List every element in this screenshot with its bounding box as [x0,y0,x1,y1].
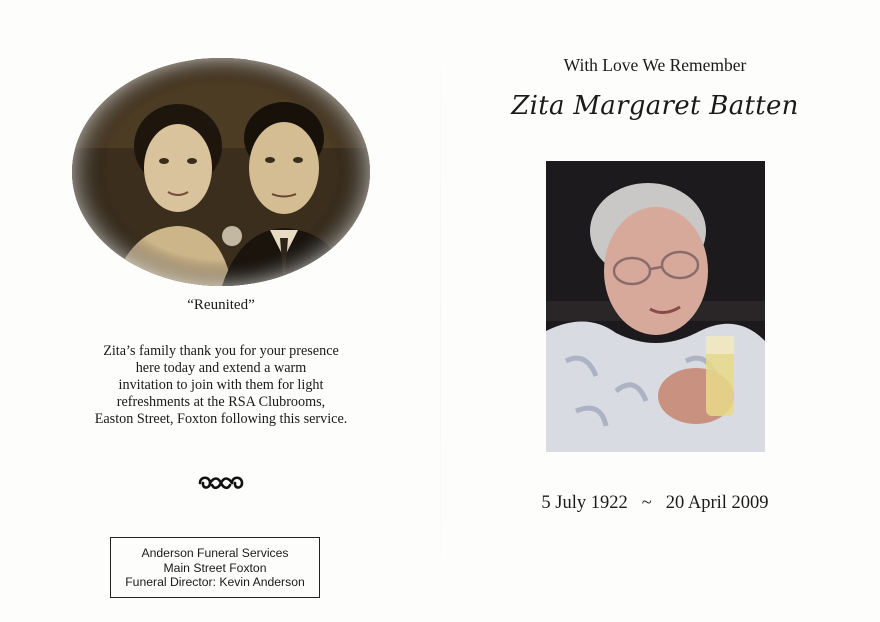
death-date: 20 April 2009 [665,493,769,513]
message-line: invitation to join with them for light [118,377,324,393]
funeral-director-box [110,537,320,598]
funeral-home-address: Main Street Foxton [163,560,267,575]
deceased-name: Zita Margaret Batten [511,91,799,121]
portrait-photo [546,161,765,452]
funeral-home-name: Anderson Funeral Services [141,546,289,560]
message-line: here today and extend a warm [135,360,307,376]
birth-date: 5 July 1922 [541,493,628,513]
flourish-ornament-icon [196,472,246,494]
photo-caption: “Reunited” [187,297,255,313]
message-line: Easton Street, Foxton following this service. [94,411,348,427]
funeral-director-name: Funeral Director: Kevin Anderson [125,575,305,589]
message-line: refreshments at the RSA Clubrooms, [116,394,326,410]
date-separator: ~ [641,493,652,513]
remember-heading: With Love We Remember [563,55,747,75]
thank-you-message [70,343,372,428]
couple-photo [72,58,370,286]
page-fold [440,0,441,622]
life-dates [500,493,810,514]
message-line: Zita’s family thank you for your presence [103,343,339,359]
